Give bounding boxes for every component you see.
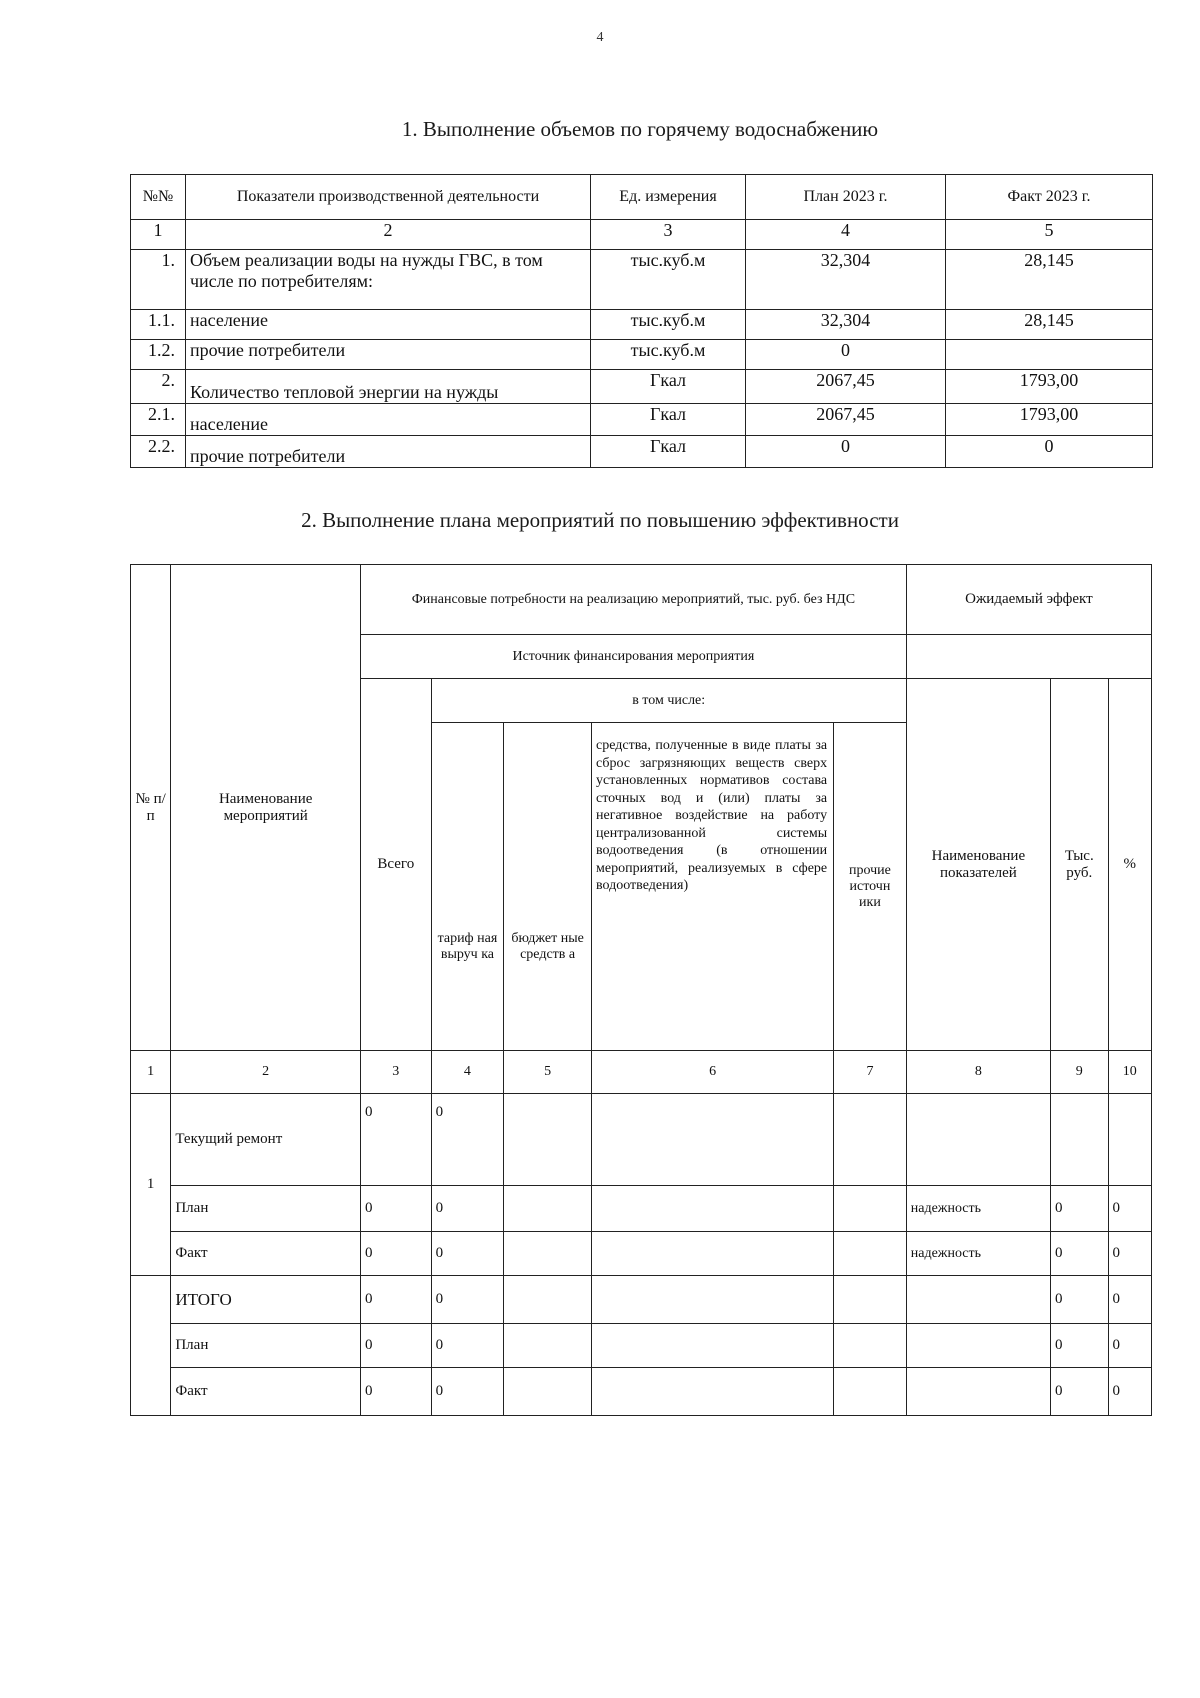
colnum: 6 xyxy=(592,1051,834,1094)
row-budget xyxy=(504,1232,592,1276)
table-row xyxy=(131,1186,1152,1232)
table2-colnum-row xyxy=(131,1051,1152,1094)
row-unit: тыс.куб.м xyxy=(591,250,746,310)
table-row xyxy=(131,404,1153,436)
table2-header-row-1 xyxy=(131,565,1152,635)
row-tariff: 0 xyxy=(431,1094,504,1186)
row-budget xyxy=(504,1186,592,1232)
row-indicator xyxy=(906,1324,1050,1368)
table1-header-row xyxy=(131,175,1153,220)
row-rub: 0 xyxy=(1051,1186,1109,1232)
row-plan: 32,304 xyxy=(746,250,946,310)
row-fact xyxy=(946,340,1153,370)
row-unit: тыс.куб.м xyxy=(591,310,746,340)
row-fees xyxy=(592,1232,834,1276)
row-plan: 2067,45 xyxy=(746,370,946,404)
table-row xyxy=(131,340,1153,370)
row-pct: 0 xyxy=(1108,1232,1151,1276)
header-unit: Ед. измерения xyxy=(591,175,746,220)
row-num: 2. xyxy=(131,370,186,404)
row-fees xyxy=(592,1368,834,1416)
table-row xyxy=(131,1276,1152,1324)
row-plan: 2067,45 xyxy=(746,404,946,436)
row-name: прочие потребители xyxy=(186,340,591,370)
header-indicator: Наименование показателей xyxy=(906,679,1050,1051)
header-budget: бюджет ные средств а xyxy=(504,723,592,1051)
row-rub: 0 xyxy=(1051,1368,1109,1416)
row-budget xyxy=(504,1368,592,1416)
header-tariff: тариф ная выруч ка xyxy=(431,723,504,1051)
row-num: 1.2. xyxy=(131,340,186,370)
section2-title: 2. Выполнение плана мероприятий по повышению эффективности xyxy=(301,508,899,532)
row-name: Факт xyxy=(171,1368,361,1416)
row-indicator xyxy=(906,1094,1050,1186)
row-name: Текущий ремонт xyxy=(171,1094,361,1186)
colnum: 4 xyxy=(746,220,946,250)
table-row xyxy=(131,370,1153,404)
row-indicator: надежность xyxy=(906,1186,1050,1232)
row-plan: 0 xyxy=(746,436,946,468)
efficiency-measures-table xyxy=(130,564,1152,1416)
row-unit: тыс.куб.м xyxy=(591,340,746,370)
page-number: 4 xyxy=(596,30,604,45)
hot-water-volumes-table xyxy=(130,174,1153,468)
row-num: 1. xyxy=(131,250,186,310)
row-tariff: 0 xyxy=(431,1186,504,1232)
row-fact: 1793,00 xyxy=(946,370,1153,404)
row-unit: Гкал xyxy=(591,436,746,468)
header-num: №№ xyxy=(131,175,186,220)
row-fees xyxy=(592,1276,834,1324)
row-fact: 28,145 xyxy=(946,250,1153,310)
row-pct xyxy=(1108,1094,1151,1186)
row-pct: 0 xyxy=(1108,1186,1151,1232)
row-name: План xyxy=(171,1186,361,1232)
table-row xyxy=(131,436,1153,468)
header-indicator: Показатели производственной деятельности xyxy=(186,175,591,220)
row-fact: 0 xyxy=(946,436,1153,468)
colnum: 3 xyxy=(361,1051,432,1094)
row-indicator xyxy=(906,1276,1050,1324)
row-name: Объем реализации воды на нужды ГВС, в том числе по потребителям: xyxy=(186,250,591,310)
row-budget xyxy=(504,1276,592,1324)
table-row xyxy=(131,310,1153,340)
header-source: Источник финансирования мероприятия xyxy=(361,635,907,679)
row-indicator: надежность xyxy=(906,1232,1050,1276)
row-name: прочие потребители xyxy=(186,436,591,468)
row-other xyxy=(834,1276,907,1324)
header-total: Всего xyxy=(361,679,432,1051)
colnum: 2 xyxy=(186,220,591,250)
row-num: 2.1. xyxy=(131,404,186,436)
table-row xyxy=(131,1368,1152,1416)
row-name: ИТОГО xyxy=(171,1276,361,1324)
row-pct: 0 xyxy=(1108,1324,1151,1368)
row-name: население xyxy=(186,310,591,340)
row-name: Количество тепловой энергии на нужды xyxy=(186,370,591,404)
row-unit: Гкал xyxy=(591,404,746,436)
row-rub: 0 xyxy=(1051,1324,1109,1368)
row-num: 2.2. xyxy=(131,436,186,468)
table-row xyxy=(131,1094,1152,1186)
header-percent: % xyxy=(1108,679,1151,1051)
row-total: 0 xyxy=(361,1276,432,1324)
row-tariff: 0 xyxy=(431,1232,504,1276)
row-plan: 32,304 xyxy=(746,310,946,340)
row-rub: 0 xyxy=(1051,1232,1109,1276)
header-finance: Финансовые потребности на реализацию мероприятий, тыс. руб. без НДС xyxy=(361,565,907,635)
row-total: 0 xyxy=(361,1094,432,1186)
header-num: № п/п xyxy=(131,565,171,1051)
row-other xyxy=(834,1232,907,1276)
colnum: 1 xyxy=(131,1051,171,1094)
row-other xyxy=(834,1186,907,1232)
header-thousand-rub: Тыс. руб. xyxy=(1051,679,1109,1051)
row-total: 0 xyxy=(361,1232,432,1276)
colnum: 4 xyxy=(431,1051,504,1094)
row-other xyxy=(834,1094,907,1186)
header-including: в том числе: xyxy=(431,679,906,723)
row-num: 1.1. xyxy=(131,310,186,340)
row-fact: 28,145 xyxy=(946,310,1153,340)
row-tariff: 0 xyxy=(431,1324,504,1368)
table-row xyxy=(131,1324,1152,1368)
colnum: 9 xyxy=(1051,1051,1109,1094)
header-effect-spacer xyxy=(906,635,1151,679)
group-num: 1 xyxy=(131,1094,171,1276)
row-name: население xyxy=(186,404,591,436)
section1-title: 1. Выполнение объемов по горячему водоснабжению xyxy=(401,117,879,141)
row-fees xyxy=(592,1324,834,1368)
row-name: Факт xyxy=(171,1232,361,1276)
colnum: 3 xyxy=(591,220,746,250)
row-total: 0 xyxy=(361,1186,432,1232)
row-budget xyxy=(504,1324,592,1368)
colnum: 5 xyxy=(504,1051,592,1094)
row-plan: 0 xyxy=(746,340,946,370)
row-pct: 0 xyxy=(1108,1368,1151,1416)
row-rub xyxy=(1051,1094,1109,1186)
row-other xyxy=(834,1324,907,1368)
colnum: 8 xyxy=(906,1051,1050,1094)
colnum: 5 xyxy=(946,220,1153,250)
header-fact: Факт 2023 г. xyxy=(946,175,1153,220)
group-num xyxy=(131,1276,171,1416)
header-measure-name: Наименование мероприятий xyxy=(171,565,361,1051)
header-fees: средства, полученные в виде платы за сброс загрязняющих веществ сверх установленных нормативов состава сточных вод и (или) платы за негативное воздействие на работу централизованной системы водоотведения (в отношении мероприятий, реализуемых в сфере водоотведения) xyxy=(592,723,834,1051)
table-row xyxy=(131,250,1153,310)
table-row xyxy=(131,1232,1152,1276)
colnum: 10 xyxy=(1108,1051,1151,1094)
row-indicator xyxy=(906,1368,1050,1416)
row-rub: 0 xyxy=(1051,1276,1109,1324)
row-name: План xyxy=(171,1324,361,1368)
table1-colnum-row xyxy=(131,220,1153,250)
row-unit: Гкал xyxy=(591,370,746,404)
colnum: 1 xyxy=(131,220,186,250)
header-other-sources: прочие источн ики xyxy=(834,723,907,1051)
header-expected-effect: Ожидаемый эффект xyxy=(906,565,1151,635)
colnum: 2 xyxy=(171,1051,361,1094)
row-fact: 1793,00 xyxy=(946,404,1153,436)
row-total: 0 xyxy=(361,1324,432,1368)
row-fees xyxy=(592,1094,834,1186)
row-tariff: 0 xyxy=(431,1368,504,1416)
row-budget xyxy=(504,1094,592,1186)
row-fees xyxy=(592,1186,834,1232)
row-pct: 0 xyxy=(1108,1276,1151,1324)
row-tariff: 0 xyxy=(431,1276,504,1324)
row-other xyxy=(834,1368,907,1416)
colnum: 7 xyxy=(834,1051,907,1094)
header-plan: План 2023 г. xyxy=(746,175,946,220)
row-total: 0 xyxy=(361,1368,432,1416)
